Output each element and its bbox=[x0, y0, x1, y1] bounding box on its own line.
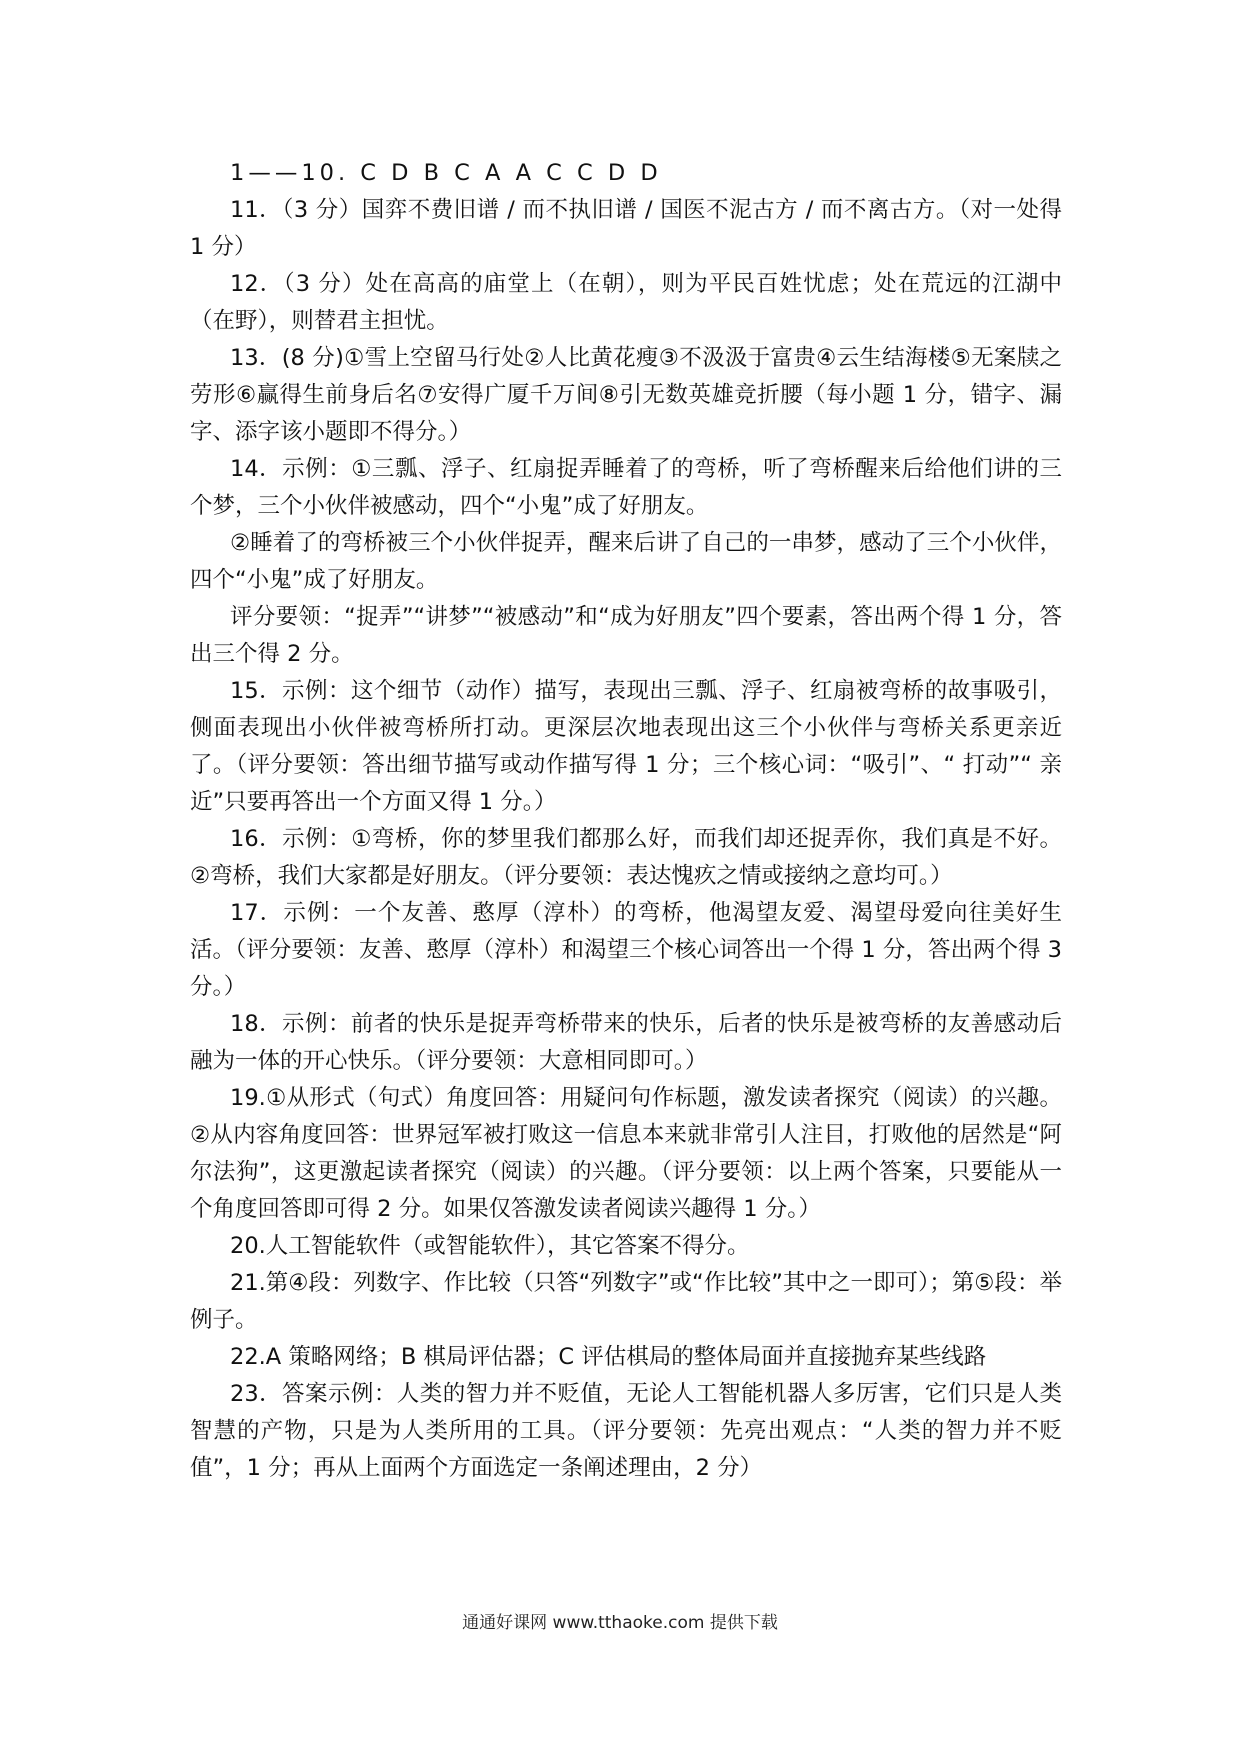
answer-21: 21.第④段：列数字、作比较（只答“列数字”或“作比较”其中之一即可）；第⑤段：举例子。 bbox=[190, 1270, 1062, 1333]
answer-16: 16．示例：①弯桥，你的梦里我们都那么好，而我们却还捉弄你，我们真是不好。②弯桥，我们大家都是好朋友。（评分要领：表达愧疚之情或接纳之意均可。） bbox=[190, 826, 1062, 889]
answer-15: 15．示例：这个细节（动作）描写，表现出三瓢、浮子、红扇被弯桥的故事吸引，侧面表现出小伙伴被弯桥所打动。更深层次地表现出这三个小伙伴与弯桥关系更亲近了。（评分要领：答出细节描写或动作描写得 1 分；三个核心词：“吸引”、“ 打动”“ 亲近”只要再答出一个方面又得 1 分。） bbox=[190, 678, 1062, 815]
answer-17: 17．示例：一个友善、憨厚（淳朴）的弯桥，他渴望友爱、渴望母爱向往美好生活。（评分要领：友善、憨厚（淳朴）和渴望三个核心词答出一个得 1 分，答出两个得 3 分。） bbox=[190, 900, 1062, 1000]
answer-14-scoring: 评分要领：“捉弄”“讲梦”“被感动”和“成为好朋友”四个要素，答出两个得 1 分，答出三个得 2 分。 bbox=[190, 604, 1062, 667]
answer-14-example-1: 14．示例：①三瓢、浮子、红扇捉弄睡着了的弯桥，听了弯桥醒来后给他们讲的三个梦，三个小伙伴被感动，四个“小鬼”成了好朋友。 bbox=[190, 456, 1062, 519]
answer-14-example-2: ②睡着了的弯桥被三个小伙伴捉弄，醒来后讲了自己的一串梦，感动了三个小伙伴，四个“小鬼”成了好朋友。 bbox=[190, 530, 1062, 593]
answer-13: 13．(8 分)①雪上空留马行处②人比黄花瘦③不汲汲于富贵④云生结海楼⑤无案牍之劳形⑥赢得生前身后名⑦安得广厦千万间⑧引无数英雄竞折腰（每小题 1 分，错字、漏字、添字该小题即不得分。） bbox=[190, 345, 1062, 445]
answer-1-10: 1——10. C D B C A A C C D D bbox=[230, 160, 662, 186]
answer-22: 22.A 策略网络；B 棋局评估器；C 评估棋局的整体局面并直接抛弃某些线路 bbox=[230, 1344, 987, 1370]
answer-19: 19.①从形式（句式）角度回答：用疑问句作标题，激发读者探究（阅读）的兴趣。②从内容角度回答：世界冠军被打败这一信息本来就非常引人注目，打败他的居然是“阿尔法狗”，这更激起读者探究（阅读）的兴趣。（评分要领：以上两个答案，只要能从一个角度回答即可得 2 分。如果仅答激发读者阅读兴趣得 1 分。） bbox=[190, 1085, 1062, 1222]
answer-20: 20.人工智能软件（或智能软件），其它答案不得分。 bbox=[230, 1233, 750, 1259]
page-footer: 通通好课网 www.tthaoke.com 提供下载 bbox=[462, 1613, 778, 1633]
answer-23: 23．答案示例：人类的智力并不贬值，无论人工智能机器人多厉害，它们只是人类智慧的产物，只是为人类所用的工具。（评分要领：先亮出观点：“人类的智力并不贬值”，1 分；再从上面两个方面选定一条阐述理由，2 分） bbox=[190, 1381, 1062, 1481]
answer-11: 11．（3 分）国弈不费旧谱 / 而不执旧谱 / 国医不泥古方 / 而不离古方。（对一处得 1 分） bbox=[190, 197, 1062, 260]
answer-18: 18．示例：前者的快乐是捉弄弯桥带来的快乐，后者的快乐是被弯桥的友善感动后融为一体的开心快乐。（评分要领：大意相同即可。） bbox=[190, 1011, 1062, 1074]
answer-12: 12．（3 分）处在高高的庙堂上（在朝），则为平民百姓忧虑；处在荒远的江湖中（在野），则替君主担忧。 bbox=[190, 271, 1062, 334]
answer-key bbox=[190, 155, 1062, 1487]
